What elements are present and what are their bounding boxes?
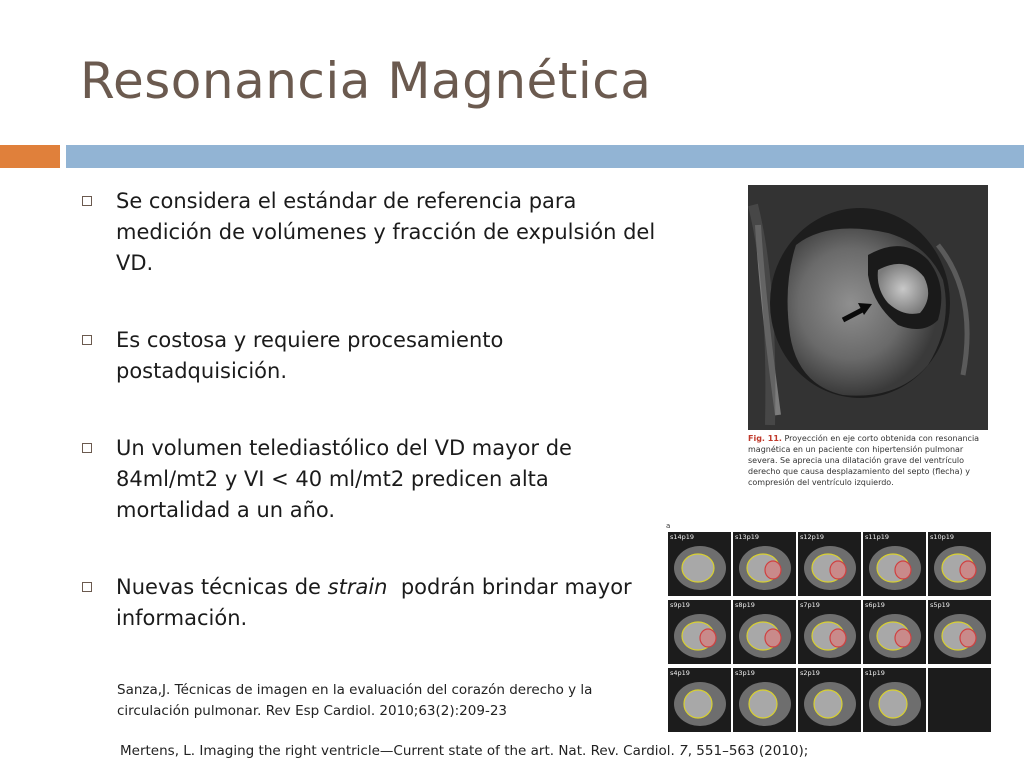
figure-caption-text: Proyección en eje corto obtenida con resonancia magnética en un paciente con hipertensión pulmonar severa. Se aprecia una dilatación grave del ventrículo derecho que causa desplazamiento del septo (flecha) y compresión del ventrículo izquierdo. (748, 434, 980, 487)
bullet-list (80, 186, 660, 634)
mri-short-axis-figure (748, 185, 988, 487)
accent-bar-blue (66, 145, 1024, 168)
slice-image (733, 668, 796, 732)
slice-cell (733, 532, 796, 596)
slice-cell (863, 532, 926, 596)
slice-image (863, 532, 926, 596)
slice-label: s11p19 (865, 533, 890, 541)
slice-image (668, 532, 731, 596)
slice-label: s8p19 (735, 601, 755, 609)
slice-grid (668, 532, 990, 732)
slice-image (798, 668, 861, 732)
slice-image (863, 600, 926, 664)
mri-short-axis-image (748, 185, 988, 430)
slice-label: s5p19 (930, 601, 950, 609)
slice-label: s1p19 (865, 669, 885, 677)
bullet-text-start: Nuevas técnicas de (116, 575, 328, 599)
bullet-text: Se considera el estándar de referencia para medición de volúmenes y fracción de expulsión del VD. (116, 189, 656, 275)
slice-image (733, 600, 796, 664)
bullet-item (80, 186, 660, 279)
slice-image (798, 600, 861, 664)
slice-label: s6p19 (865, 601, 885, 609)
bullet-square-icon (82, 443, 92, 453)
slice-label: s10p19 (930, 533, 955, 541)
bullet-text-italic: strain (327, 575, 388, 599)
slice-cell (928, 532, 991, 596)
slide-title: Resonancia Magnética (80, 52, 652, 110)
slice-label: s2p19 (800, 669, 820, 677)
slice-cell (668, 600, 731, 664)
slice-image (928, 600, 991, 664)
slice-image (733, 532, 796, 596)
slice-label: s14p19 (670, 533, 695, 541)
accent-bar-orange (0, 145, 60, 168)
bullet-square-icon (82, 196, 92, 206)
slice-image (863, 668, 926, 732)
bullet-square-icon (82, 335, 92, 345)
slice-label: s7p19 (800, 601, 820, 609)
figure-caption (748, 433, 988, 488)
bullet-item (80, 433, 660, 526)
reference-mertens (120, 741, 920, 761)
slice-cell (733, 668, 796, 732)
slice-image (668, 600, 731, 664)
panel-letter: a (666, 522, 671, 530)
slice-cell (863, 668, 926, 732)
bullet-item (80, 572, 660, 634)
bullet-text: Es costosa y requiere procesamiento postadquisición. (116, 328, 504, 383)
slice-image (928, 532, 991, 596)
reference-mertens-text: Mertens, L. Imaging the right ventricle—Current state of the art. Nat. Rev. Cardiol. (120, 743, 680, 759)
reference-mertens-volume: 7 (679, 743, 688, 759)
bullet-item (80, 325, 660, 387)
bullet-text: Un volumen telediastólico del VD mayor de 84ml/mt2 y VI < 40 ml/mt2 predicen alta mortalidad a un año. (116, 436, 572, 522)
reference-mertens-pages: , 551–563 (2010); (687, 743, 809, 759)
slice-label: s12p19 (800, 533, 825, 541)
slice-image (668, 668, 731, 732)
reference-sanza: Sanza,J. Técnicas de imagen en la evaluación del corazón derecho y la circulación pulmonar. Rev Esp Cardiol. 2010;63(2):209-23 (117, 682, 593, 719)
slice-cell (798, 668, 861, 732)
bullet-square-icon (82, 582, 92, 592)
slice-image (798, 532, 861, 596)
slice-cell (928, 668, 991, 732)
slice-label: s3p19 (735, 669, 755, 677)
slice-cell (928, 600, 991, 664)
mri-slice-grid-figure (664, 522, 992, 732)
slice-cell (733, 600, 796, 664)
slice-cell (798, 532, 861, 596)
slice-cell (668, 668, 731, 732)
slice-cell (798, 600, 861, 664)
slice-label: s4p19 (670, 669, 690, 677)
slice-label: s13p19 (735, 533, 760, 541)
slice-cell (668, 532, 731, 596)
bullet-text-end: podrán brindar mayor información. (116, 575, 639, 630)
slice-label: s9p19 (670, 601, 690, 609)
slice-cell (863, 600, 926, 664)
figure-label: Fig. 11. (748, 434, 782, 443)
